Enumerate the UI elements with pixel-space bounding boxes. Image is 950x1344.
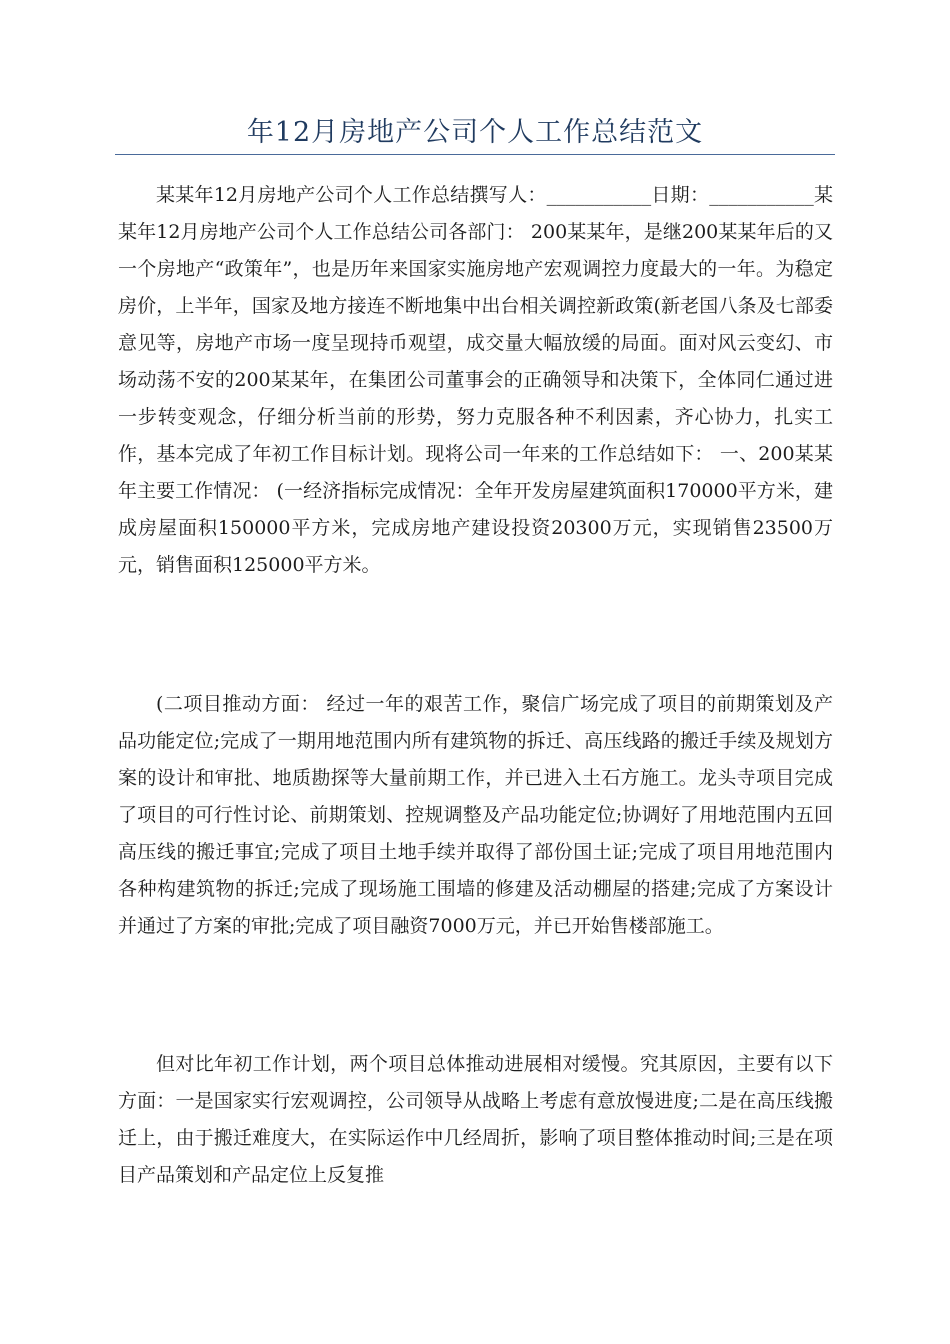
paragraph-project-progress: (二项目推动方面： 经过一年的艰苦工作，聚信广场完成了项目的前期策划及产品功能定位;完成了一期用地范围内所有建筑物的拆迁、高压线路的搬迁手续及规划方案的设计和审批、地质勘探等大量前期工作，并已进入土石方施工。龙头寺项目完成了项目的可行性讨论、前期策划、控规调整及产品功能定位;协调好了用地范围内五回高压线的搬迁事宜;完成了项目土地手续并取得了部份国土证;完成了项目用地范围内各种构建筑物的拆迁;完成了现场施工围墙的修建及活动棚屋的搭建;完成了方案设计并通过了方案的审批;完成了项目融资7000万元，并已开始售楼部施工。	[118, 693, 833, 937]
paragraph-intro: 某某年12月房地产公司个人工作总结撰写人：___________日期：___________某某年12月房地产公司个人工作总结公司各部门： 200某某年，是继200某某年后的又一个房地产“政策年”，也是历年来国家实施房地产宏观调控力度最大的一年。为稳定房价，上半年，国家及地方接连不断地集中出台相关调控新政策(新老国八条及七部委意见等，房地产市场一度呈现持币观望，成交量大幅放缓的局面。面对风云变幻、市场动荡不安的200某某年，在集团公司董事会的正确领导和决策下，全体同仁通过进一步转变观念，仔细分析当前的形势，努力克服各种不利因素，齐心协力，扎实工作，基本完成了年初工作目标计划。现将公司一年来的工作总结如下： 一、200某某年主要工作情况： (一经济指标完成情况：全年开发房屋建筑面积170000平方米，建成房屋面积150000平方米，完成房地产建设投资20300万元，实现销售23500万元，销售面积125000平方米。	[118, 184, 833, 576]
title-underline	[115, 154, 835, 155]
paragraph-delay-reasons: 但对比年初工作计划，两个项目总体推动进展相对缓慢。究其原因，主要有以下方面：一是国家实行宏观调控，公司领导从战略上考虑有意放慢进度;二是在高压线搬迁上，由于搬迁难度大，在实际运作中几经周折，影响了项目整体推动时间;三是在项目产品策划和产品定位上反复推	[118, 1053, 833, 1186]
document-title: 年12月房地产公司个人工作总结范文	[246, 117, 704, 148]
